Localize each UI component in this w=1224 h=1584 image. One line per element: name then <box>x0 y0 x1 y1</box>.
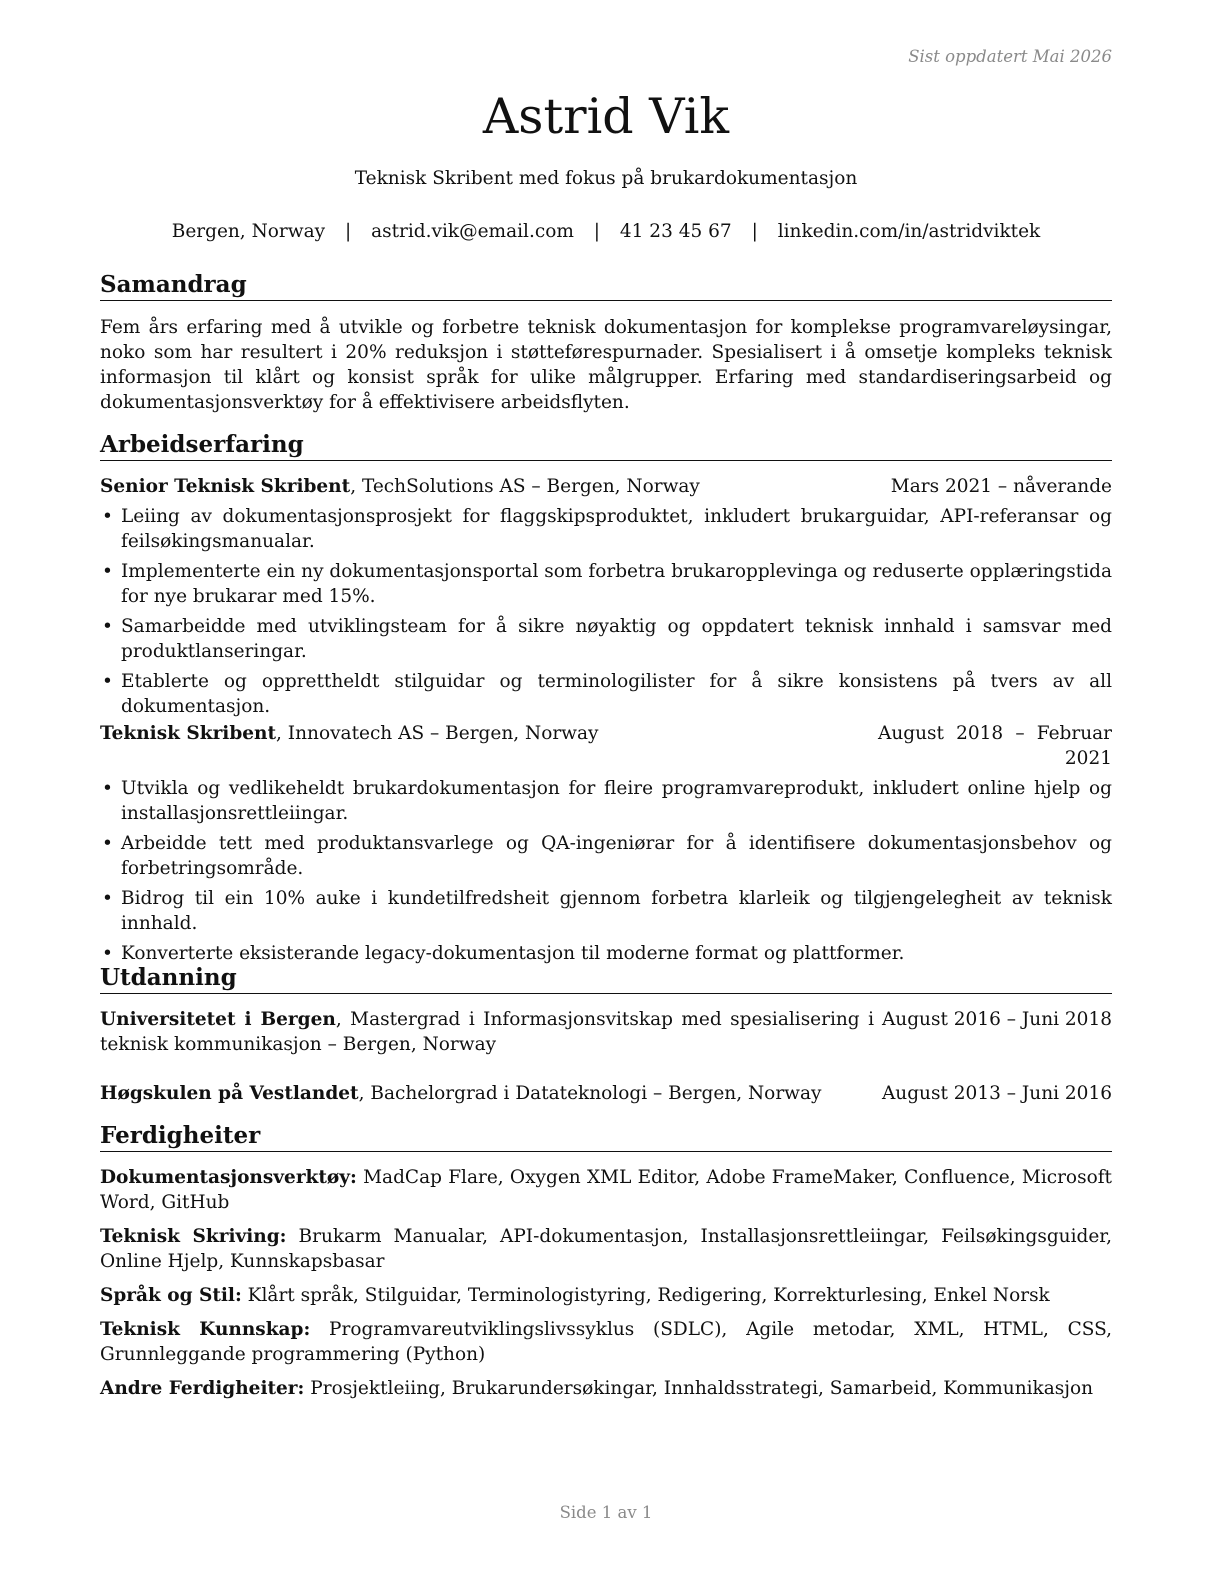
contact-line <box>100 219 1112 244</box>
skill-item <box>100 1165 1112 1215</box>
separator: | <box>593 221 600 242</box>
job-entry <box>100 474 1112 724</box>
job-title: Teknisk Skribent <box>100 723 277 744</box>
job-date: Mars 2021 – nåverande <box>890 476 1112 497</box>
last-updated: Sist oppdatert Mai 2026 <box>908 47 1112 66</box>
skill-label: Dokumentasjonsverktøy: <box>100 1167 357 1188</box>
contact-location: Bergen, Norway <box>171 221 326 242</box>
education-date: August 2013 – Juni 2016 <box>881 1083 1112 1104</box>
skill-value: Brukarm Manualar, API-dokumentasjon, Installasjonsrettleiingar, Feilsøkingsguider, Online Hjelp, Kunnskapsbasar <box>100 1226 1112 1272</box>
job-company: , TechSolutions AS – Bergen, Norway <box>350 476 700 497</box>
education-date: August 2016 – Juni 2018 <box>881 1009 1112 1030</box>
contact-linkedin[interactable]: linkedin.com/in/astridviktek <box>777 221 1041 242</box>
separator: | <box>751 221 758 242</box>
list-item: • Etablerte og opprettheldt stilguidar og terminologilister for å sikre konsistens på tvers av all dokumentasjon. <box>100 669 1112 719</box>
separator: | <box>344 221 352 242</box>
job-bullets <box>100 504 1112 719</box>
skill-label: Andre Ferdigheiter: <box>100 1378 305 1399</box>
job-date-line1: August 2018 – Februar <box>878 723 1112 744</box>
job-header <box>100 474 1112 499</box>
list-item: • Utvikla og vedlikeheldt brukardokumentasjon for fleire programvareprodukt, inkludert online hjelp og installasjonsrettleiingar. <box>100 776 1112 826</box>
list-item: • Arbeidde tett med produktansvarlege og QA-ingeniørar for å identifisere dokumentasjonsbehov og forbetringsområde. <box>100 831 1112 881</box>
skill-value: MadCap Flare, Oxygen XML Editor, Adobe FrameMaker, Confluence, Microsoft Word, GitHub <box>100 1167 1112 1213</box>
skill-item <box>100 1224 1112 1274</box>
summary-text: Fem års erfaring med å utvikle og forbetre teknisk dokumentasjon for komplekse programvareløysingar, noko som har resultert i 20% reduksjon i støtteførespurnader. Spesialisert i å omsetje kompleks teknisk informasjon til klårt og konsist språk for ulike målgrupper. Erfaring med standardiseringsarbeid og dokumentasjonsverktøy for å effektivisere arbeidsflyten. <box>100 317 1112 413</box>
list-item: • Bidrog til ein 10% auke i kundetilfredsheit gjennom forbetra klarleik og tilgjengelegheit av teknisk innhald. <box>100 886 1112 936</box>
contact-email[interactable]: astrid.vik@email.com <box>371 221 574 242</box>
education-entry <box>100 1081 1112 1106</box>
skill-value: Prosjektleiing, Brukarundersøkingar, Innhaldsstrategi, Samarbeid, Kommunikasjon <box>304 1378 1094 1399</box>
section-title-experience: Arbeidserfaring <box>100 431 1112 461</box>
person-name: Astrid Vik <box>482 88 730 145</box>
job-date <box>878 721 1112 771</box>
education-heading <box>100 1007 874 1057</box>
job-entry <box>100 721 1112 971</box>
list-item: • Konverterte eksisterande legacy-dokumentasjon til moderne format og plattformer. <box>100 941 1112 966</box>
job-heading <box>100 721 599 746</box>
job-title: Senior Teknisk Skribent <box>100 476 351 497</box>
skills-list <box>100 1165 1112 1410</box>
job-heading <box>100 474 700 499</box>
contact-phone: 41 23 45 67 <box>619 221 732 242</box>
list-item: • Leiing av dokumentasjonsprosjekt for flaggskipsproduktet, inkludert brukarguidar, API-referansar og feilsøkingsmanualar. <box>100 504 1112 554</box>
page-number: Side 1 av 1 <box>559 1503 653 1522</box>
section-title-summary: Samandrag <box>100 271 1112 301</box>
education-detail: , Bachelorgrad i Datateknologi – Bergen, Norway <box>358 1083 822 1104</box>
skill-label: Teknisk Skriving: <box>100 1226 287 1247</box>
skill-item <box>100 1376 1112 1401</box>
education-school: Høgskulen på Vestlandet <box>100 1083 359 1104</box>
education-heading <box>100 1081 821 1106</box>
section-title-skills: Ferdigheiter <box>100 1122 1112 1152</box>
section-title-education: Utdanning <box>100 964 1112 994</box>
skill-item <box>100 1283 1112 1308</box>
education-row <box>100 1007 1112 1057</box>
skill-label: Teknisk Kunnskap: <box>100 1319 311 1340</box>
skill-label: Språk og Stil: <box>100 1285 242 1306</box>
job-date-line2: 2021 <box>1064 748 1112 769</box>
list-item: • Samarbeidde med utviklingsteam for å sikre nøyaktig og oppdatert teknisk innhald i samsvar med produktlanseringar. <box>100 614 1112 664</box>
job-bullets <box>100 776 1112 966</box>
list-item: • Implementerte ein ny dokumentasjonsportal som forbetra brukaropplevinga og reduserte opplæringstida for nye brukarar med 15%. <box>100 559 1112 609</box>
education-entry <box>100 1007 1112 1057</box>
job-company: , Innovatech AS – Bergen, Norway <box>276 723 599 744</box>
skill-item <box>100 1317 1112 1367</box>
education-row <box>100 1081 1112 1106</box>
education-detail: , Mastergrad i Informasjonsvitskap med spesialisering i teknisk kommunikasjon – Bergen, Norway <box>100 1009 874 1055</box>
skill-value: Klårt språk, Stilguidar, Terminologistyring, Redigering, Korrekturlesing, Enkel Norsk <box>241 1285 1050 1306</box>
education-school: Universitetet i Bergen <box>100 1009 336 1030</box>
job-header <box>100 721 1112 771</box>
skill-value: Programvareutviklingslivssyklus (SDLC), Agile metodar, XML, HTML, CSS, Grunnleggande programmering (Python) <box>100 1319 1112 1365</box>
headline: Teknisk Skribent med fokus på brukardokumentasjon <box>354 168 858 189</box>
